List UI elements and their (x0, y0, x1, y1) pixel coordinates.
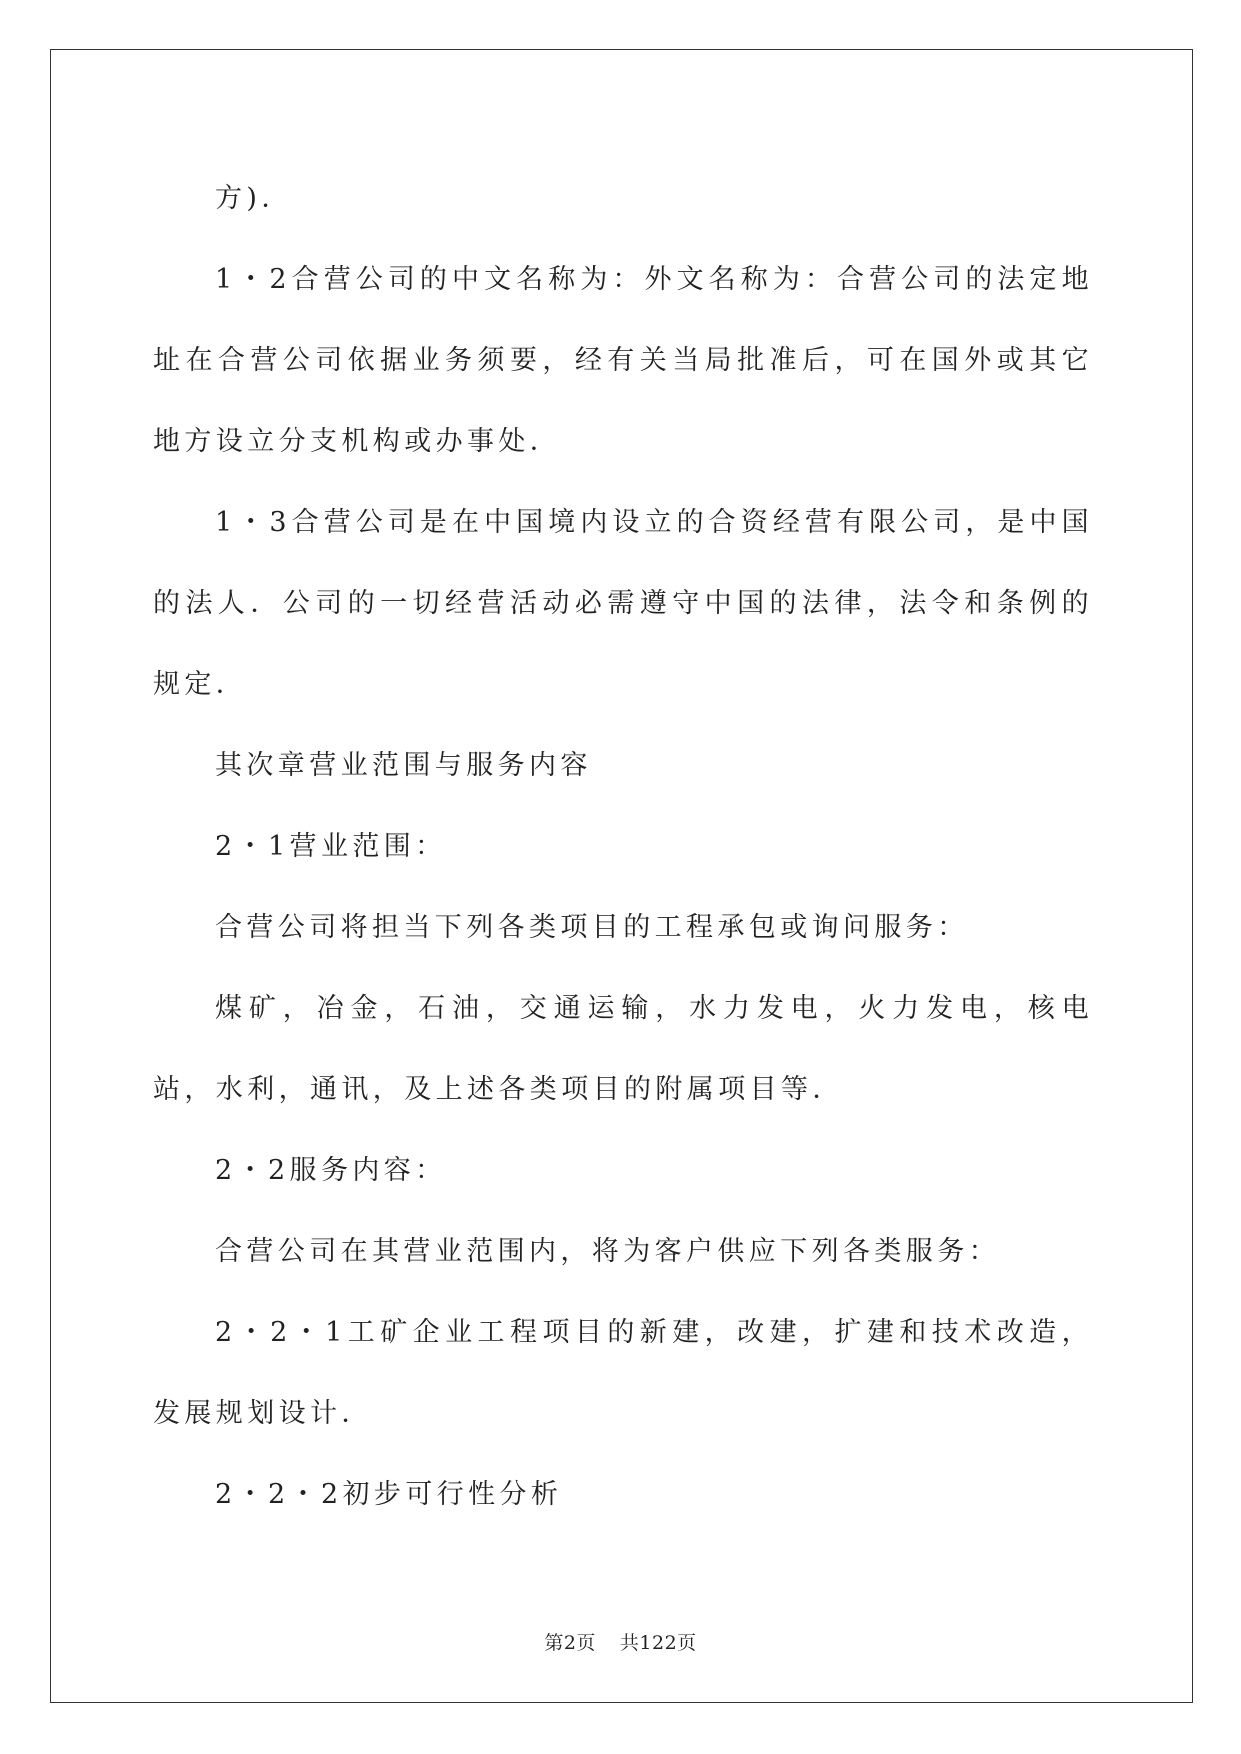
document-body (153, 158, 1093, 1535)
paragraph: 1・3合营公司是在中国境内设立的合资经营有限公司，是中国的法人．公司的一切经营活动必需遵守中国的法律，法令和条例的规定． (153, 507, 1093, 700)
page-footer (0, 1628, 1241, 1655)
page-total: 共122页 (619, 1632, 697, 1654)
page-number: 第2页 (544, 1632, 596, 1654)
chapter-heading: 其次章营业范围与服务内容 (215, 750, 592, 781)
paragraph: 煤矿，冶金，石油，交通运输，水力发电，火力发电，核电站，水利，通讯，及上述各类项目的附属项目等． (153, 993, 1093, 1105)
paragraph: 2・2・1工矿企业工程项目的新建，改建，扩建和技术改造，发展规划设计． (153, 1317, 1093, 1429)
section-heading: 2・1营业范围： (215, 831, 447, 862)
paragraph: 1・2合营公司的中文名称为：外文名称为：合营公司的法定地址在合营公司依据业务须要，经有关当局批准后，可在国外或其它地方设立分支机构或办事处． (153, 264, 1093, 457)
section-heading: 2・2服务内容： (215, 1155, 447, 1186)
paragraph: 2・2・2初步可行性分析 (215, 1479, 563, 1510)
paragraph: 合营公司将担当下列各类项目的工程承包或询问服务： (215, 912, 969, 943)
paragraph: 合营公司在其营业范围内，将为客户供应下列各类服务： (215, 1236, 1000, 1267)
paragraph: 方)． (215, 183, 293, 214)
